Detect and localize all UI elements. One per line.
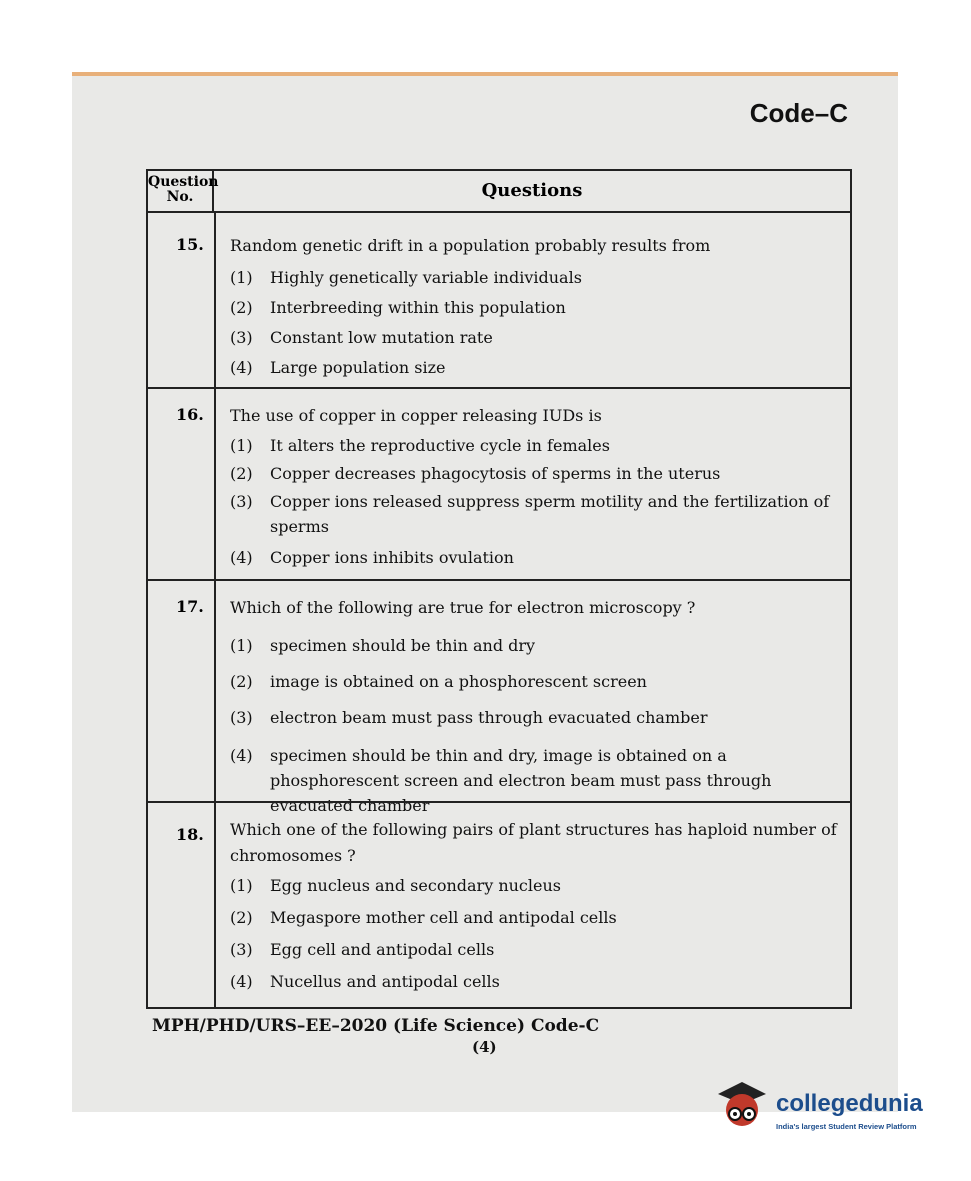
option: (4) specimen should be thin and dry, image is obtained on a phosphorescent screen and electron beam must pass through evacuated chamber	[230, 746, 772, 815]
logo-brand: collegedunia	[776, 1090, 923, 1117]
question-text: The use of copper in copper releasing IUDs is	[230, 406, 602, 425]
question-number: 17.	[176, 597, 204, 616]
option: (3) electron beam must pass through evacuated chamber	[230, 708, 708, 727]
header-questions: Questions	[481, 180, 583, 201]
exam-footer: MPH/PHD/URS–EE–2020 (Life Science) Code-C	[152, 1016, 600, 1036]
question-text: Which one of the following pairs of plant structures has haploid number of chromosomes ?	[230, 820, 837, 865]
question-text: Which of the following are true for electron microscopy ?	[230, 598, 696, 617]
header-question-no: Question No.	[148, 171, 214, 211]
option: (2) Interbreeding within this population	[230, 298, 566, 317]
option: (4) Copper ions inhibits ovulation	[230, 548, 514, 567]
option: (4) Nucellus and antipodal cells	[230, 972, 500, 991]
code-label: Code–C	[749, 98, 848, 128]
question-text: Random genetic drift in a population probably results from	[230, 236, 711, 255]
option: (2) Megaspore mother cell and antipodal cells	[230, 908, 617, 927]
option: (4) Large population size	[230, 358, 446, 377]
page-number: (4)	[472, 1038, 497, 1056]
question-number: 15.	[176, 235, 204, 254]
option: (1) Highly genetically variable individuals	[230, 268, 582, 287]
table-header	[148, 171, 850, 213]
question-number: 16.	[176, 405, 204, 424]
option: (1) specimen should be thin and dry	[230, 636, 536, 655]
page-photo	[72, 72, 898, 1112]
question-row	[148, 579, 850, 815]
option: (2) image is obtained on a phosphorescent screen	[230, 672, 647, 691]
question-row	[148, 387, 850, 581]
question-number: 18.	[176, 825, 204, 844]
question-row	[148, 801, 850, 1011]
logo-tagline: India's largest Student Review Platform	[776, 1122, 917, 1131]
question-table	[146, 169, 852, 1009]
question-row	[148, 211, 850, 387]
option: (2) Copper decreases phagocytosis of sperms in the uterus	[230, 464, 721, 483]
option: (3) Copper ions released suppress sperm motility and the fertilization of sperms	[230, 492, 830, 536]
collegedunia-logo	[712, 1072, 952, 1142]
option: (1) Egg nucleus and secondary nucleus	[230, 876, 561, 895]
mascot-icon	[712, 1076, 772, 1136]
option: (3) Egg cell and antipodal cells	[230, 940, 495, 959]
option: (1) It alters the reproductive cycle in females	[230, 436, 610, 455]
option: (3) Constant low mutation rate	[230, 328, 493, 347]
